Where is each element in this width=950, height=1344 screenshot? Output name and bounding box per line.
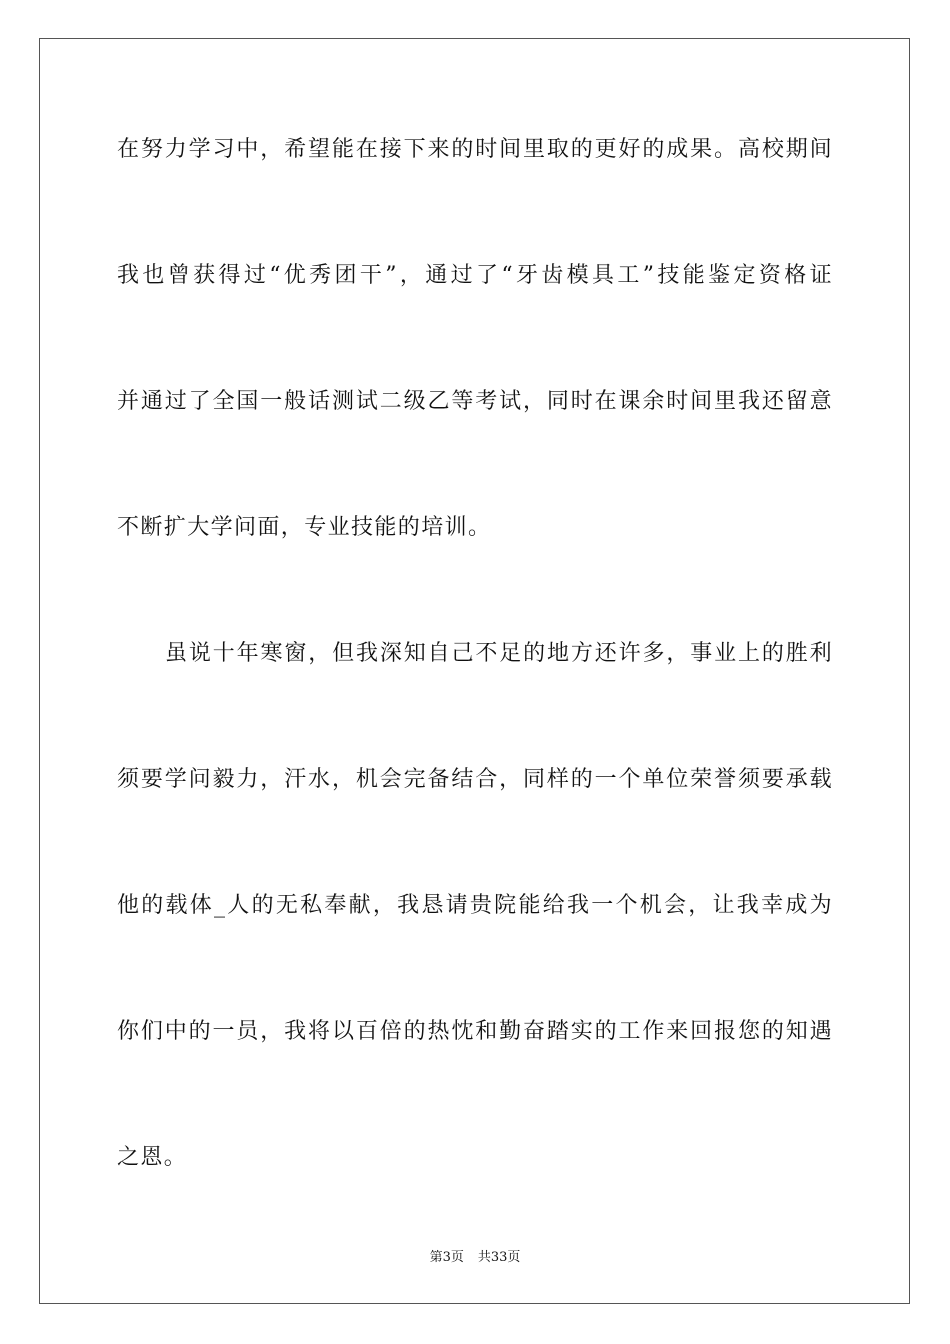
document-body [117,120,833,1254]
text-line: 并通过了全国一般话测试二级乙等考试，同时在课余时间里我还留意 [117,389,833,414]
text-line: 在努力学习中，希望能在接下来的时间里取的更好的成果。高校期间 [117,137,833,162]
text-line: 虽说十年寒窗，但我深知自己不足的地方还许多，事业上的胜利 [165,641,833,666]
page-total: 共33页 [477,1250,521,1265]
text-line: 他的载体_人的无私奉献，我恳请贵院能给我一个机会，让我幸成为 [117,893,833,918]
page-number: 第3页 [429,1250,464,1265]
text-line: 我也曾获得过“优秀团干”，通过了“牙齿模具工”技能鉴定资格证 [117,263,833,288]
text-line: 须要学问毅力，汗水，机会完备结合，同样的一个单位荣誉须要承载 [117,767,833,792]
page-footer [0,1246,950,1265]
text-line: 之恩。 [117,1145,188,1170]
text-line: 你们中的一员，我将以百倍的热忱和勤奋踏实的工作来回报您的知遇 [117,1019,833,1044]
text-line: 不断扩大学问面，专业技能的培训。 [117,515,492,540]
